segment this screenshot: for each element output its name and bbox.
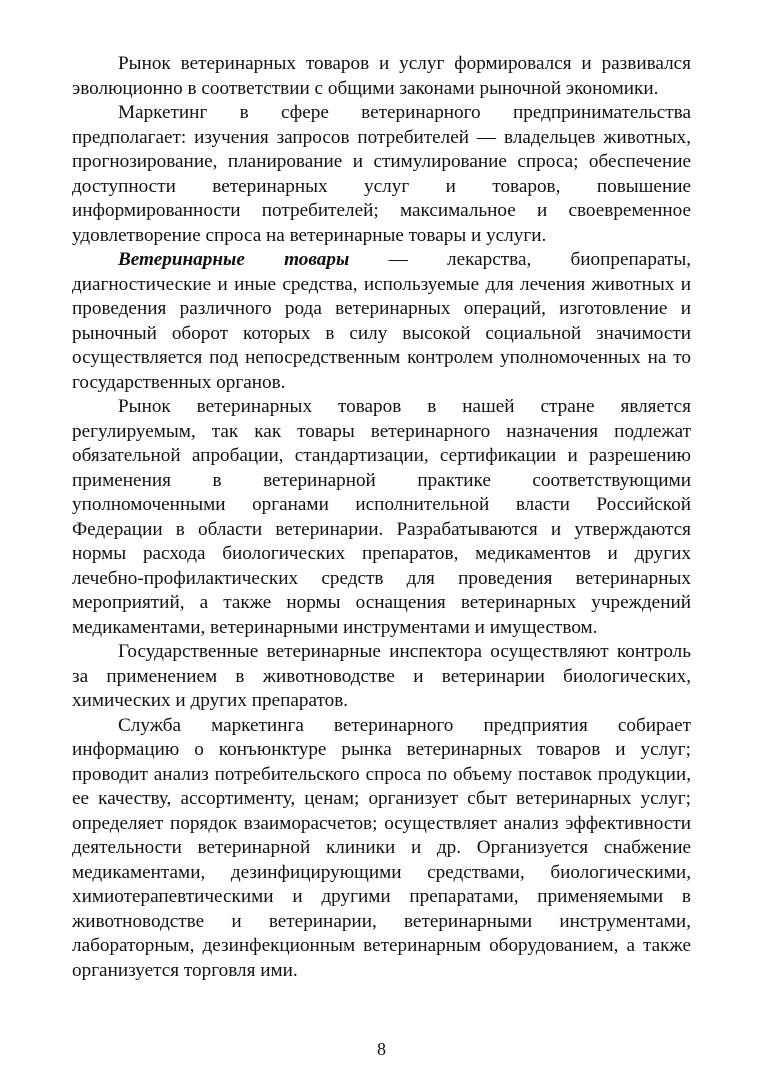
page-body xyxy=(72,52,691,983)
paragraph-marketing-service: Служба маркетинга ветеринарного предприятия собирает информацию о конъюнктуре рынка ветеринарных товаров и услуг; проводит анализ потребительского спроса по объему поставок продукции, ее качеству, ассортименту, ценам; организует сбыт ветеринарных услуг; определяет порядок взаиморасчетов; осуществляет анализ эффективности деятельности ветеринарной клиники и др. Организуется снабжение медикаментами, дезинфицирующими средствами, биологическими, химиотерапевтическими и другими препаратами, применяемыми в животноводстве и ветеринарии, ветеринарными инструментами, лабораторным, дезинфекционным ветеринарным оборудованием, а также организуется торговля ими. xyxy=(72,714,691,981)
paragraph-market-regulation: Рынок ветеринарных товаров в нашей стране является регулируемым, так как товары ветеринарного назначения подлежат обязательной апробации, стандартизации, сертификации и разрешению применения в ветеринарной практике соответствующими уполномоченными органами исполнительной власти Российской Федерации в области ветеринарии. Разрабатываются и утверждаются нормы расхода биологических препаратов, медикаментов и других лечебно-профилактических средств для проведения ветеринарных мероприятий, а также нормы оснащения ветеринарных учреждений медикаментами, ветеринарными инструментами и имуществом. xyxy=(72,396,691,638)
paragraph-marketing-definition: Маркетинг в сфере ветеринарного предпринимательства предполагает: изучения запросов потребителей — владельцев животных, прогнозирование, планирование и стимулирование спроса; обеспечение доступности ветеринарных услуг и товаров, повышение информированности потребителей; максимальное и своевременное удовлетворение спроса на ветеринарные товары и услуги. xyxy=(72,102,691,246)
paragraph-market-evolution: Рынок ветеринарных товаров и услуг формировался и развивался эволюционно в соответствии с общими законами рыночной экономики. xyxy=(72,53,691,99)
page-number: 8 xyxy=(377,1039,386,1059)
term-definition-text: — лекарства, биопрепараты, диагностические и иные средства, используемые для лечения животных и проведения различного рода ветеринарных операций, изготовление и рыночный оборот которых в силу высокой социальной значимости осуществляется под непосредственным контролем уполномоченных на то государственных органов. xyxy=(72,249,692,393)
paragraph-state-inspectors: Государственные ветеринарные инспектора осуществляют контроль за применением в животноводстве и ветеринарии биологических, химических и других препаратов. xyxy=(72,641,691,711)
paragraph-veterinary-goods xyxy=(72,248,691,395)
term-veterinary-goods: Ветеринарные товары xyxy=(118,249,350,270)
